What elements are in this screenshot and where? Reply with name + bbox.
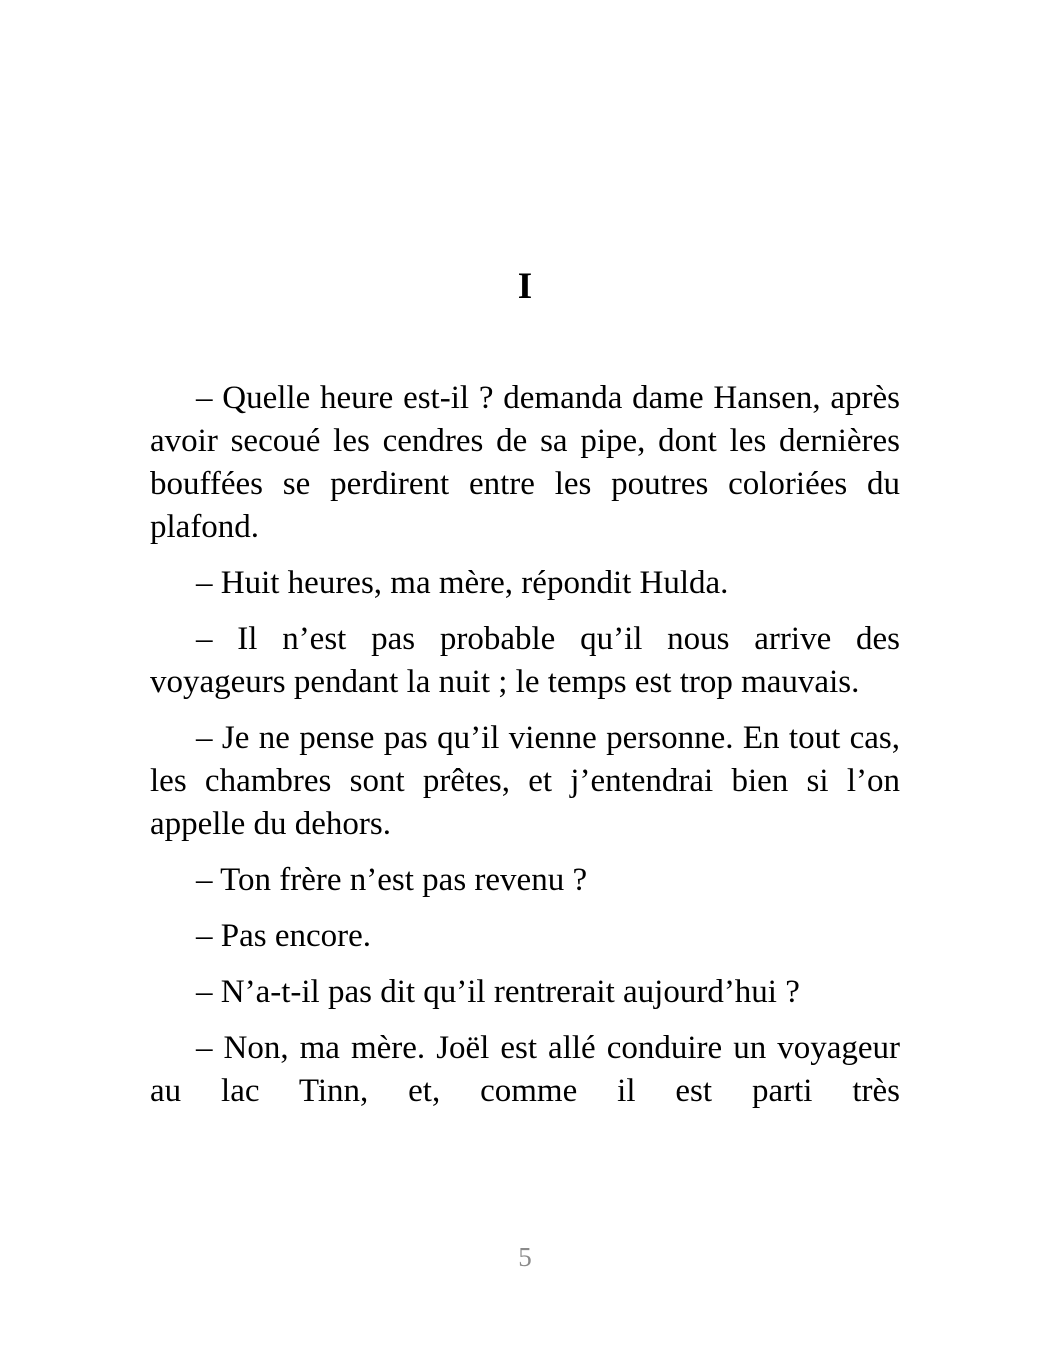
chapter-title: I [517, 266, 533, 307]
paragraph: – Quelle heure est-il ? demanda dame Hansen, après avoir secoué les cendres de sa pipe, dont les dernières bouffées se perdirent entre les poutres coloriées du plafond. [150, 380, 900, 545]
paragraph: – Il n’est pas probable qu’il nous arrive des voyageurs pendant la nuit ; le temps est trop mauvais. [150, 621, 900, 700]
paragraph: – Non, ma mère. Joël est allé conduire un voyageur au lac Tinn, et, comme il est parti très [150, 1030, 900, 1109]
paragraph: – Pas encore. [196, 918, 372, 954]
paragraph: – Je ne pense pas qu’il vienne personne. En tout cas, les chambres sont prêtes, et j’entendrai bien si l’on appelle du dehors. [150, 720, 900, 842]
paragraph: – Huit heures, ma mère, répondit Hulda. [196, 565, 729, 601]
paragraph: – N’a-t-il pas dit qu’il rentrerait aujourd’hui ? [196, 974, 800, 1010]
paragraph: – Ton frère n’est pas revenu ? [196, 862, 588, 898]
page-number: 5 [518, 1242, 532, 1272]
text-body [150, 377, 900, 1126]
